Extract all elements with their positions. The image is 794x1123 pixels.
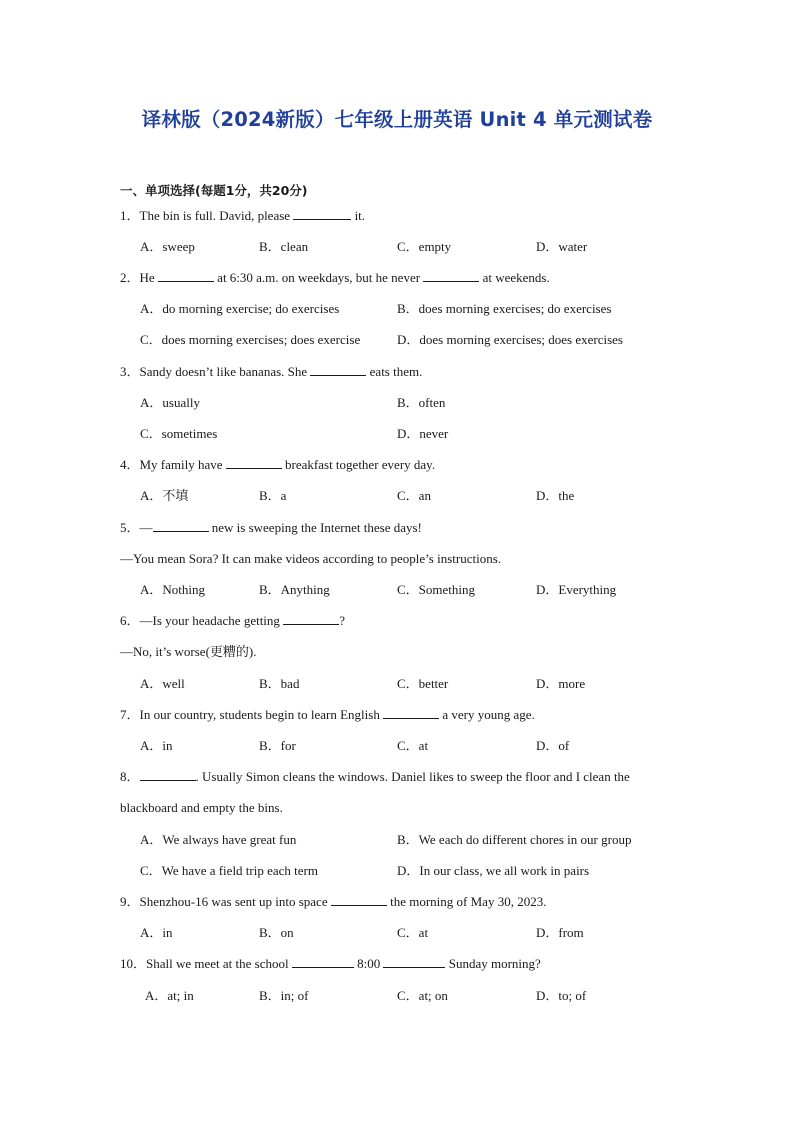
option-a: A．usually bbox=[140, 395, 200, 410]
option-c: C．sometimes bbox=[140, 426, 218, 441]
option-d: D．to; of bbox=[536, 988, 587, 1003]
option-a: A．well bbox=[140, 676, 185, 691]
answer-blank bbox=[383, 956, 445, 968]
option-c: C．Something bbox=[397, 582, 476, 597]
question-4: 4．My family have breakfast together every day. bbox=[120, 457, 436, 472]
option-d: D．from bbox=[536, 925, 584, 940]
option-b: B．for bbox=[259, 738, 296, 753]
answer-blank bbox=[423, 270, 479, 282]
question-5: 5．— new is sweeping the Internet these days! bbox=[120, 520, 422, 535]
answer-blank bbox=[383, 707, 439, 719]
answer-blank bbox=[140, 769, 196, 781]
answer-blank bbox=[283, 613, 339, 625]
question-1: 1．The bin is full. David, please it. bbox=[120, 208, 366, 223]
question-10: 10．Shall we meet at the school 8:00 Sunday morning? bbox=[120, 956, 541, 971]
option-c: C．at bbox=[397, 925, 429, 940]
answer-blank bbox=[310, 364, 366, 376]
question-6-reply: —No, it’s worse(更糟的). bbox=[120, 644, 257, 659]
option-a: A．sweep bbox=[140, 239, 195, 254]
option-b: B．Anything bbox=[259, 582, 330, 597]
option-a: A．We always have great fun bbox=[140, 832, 297, 847]
option-c: C．better bbox=[397, 676, 449, 691]
question-9: 9．Shenzhou-16 was sent up into space the morning of May 30, 2023. bbox=[120, 894, 547, 909]
option-b: B．a bbox=[259, 488, 287, 503]
answer-blank bbox=[226, 457, 282, 469]
question-3: 3．Sandy doesn’t like bananas. She eats them. bbox=[120, 364, 423, 379]
option-d: D．In our class, we all work in pairs bbox=[397, 863, 590, 878]
option-a: A．不填 bbox=[140, 488, 189, 503]
question-5-reply: —You mean Sora? It can make videos according to people’s instructions. bbox=[120, 551, 502, 566]
option-a: A．Nothing bbox=[140, 582, 206, 597]
question-7: 7．In our country, students begin to learn English a very young age. bbox=[120, 707, 535, 722]
option-b: B．bad bbox=[259, 676, 300, 691]
option-d: D．never bbox=[397, 426, 449, 441]
page-title: 译林版（2024新版）七年级上册英语 Unit 4 单元测试卷 bbox=[141, 108, 653, 131]
answer-blank bbox=[158, 270, 214, 282]
question-8: 8． . Usually Simon cleans the windows. Daniel likes to sweep the floor and I clean the bbox=[120, 769, 630, 784]
option-d: D．of bbox=[536, 738, 570, 753]
answer-blank bbox=[292, 956, 354, 968]
option-a: A．in bbox=[140, 738, 173, 753]
option-d: D．water bbox=[536, 239, 588, 254]
option-b: B．does morning exercises; do exercises bbox=[397, 301, 612, 316]
option-c: C．empty bbox=[397, 239, 452, 254]
option-b: B．We each do different chores in our group bbox=[397, 832, 632, 847]
option-d: D．does morning exercises; does exercises bbox=[397, 332, 623, 347]
option-d: D．the bbox=[536, 488, 575, 503]
question-6: 6．—Is your headache getting ? bbox=[120, 613, 345, 628]
section-heading: 一、单项选择(每题1分，共20分) bbox=[120, 183, 308, 198]
option-c: C．does morning exercises; does exercise bbox=[140, 332, 361, 347]
option-c: C．at bbox=[397, 738, 429, 753]
option-a: A．do morning exercise; do exercises bbox=[140, 301, 340, 316]
option-d: D．more bbox=[536, 676, 586, 691]
option-a: A．in bbox=[140, 925, 173, 940]
answer-blank bbox=[331, 894, 387, 906]
answer-blank bbox=[293, 208, 351, 220]
option-b: B．in; of bbox=[259, 988, 309, 1003]
option-c: C．We have a field trip each term bbox=[140, 863, 318, 878]
option-d: D．Everything bbox=[536, 582, 617, 597]
answer-blank bbox=[153, 520, 209, 532]
question-8-continued: blackboard and empty the bins. bbox=[120, 800, 283, 815]
option-b: B．clean bbox=[259, 239, 309, 254]
option-b: B．often bbox=[397, 395, 446, 410]
option-c: C．an bbox=[397, 488, 431, 503]
option-c: C．at; on bbox=[397, 988, 448, 1003]
question-2: 2．He at 6:30 a.m. on weekdays, but he never at weekends. bbox=[120, 270, 550, 285]
option-b: B．on bbox=[259, 925, 294, 940]
option-a: A．at; in bbox=[145, 988, 194, 1003]
